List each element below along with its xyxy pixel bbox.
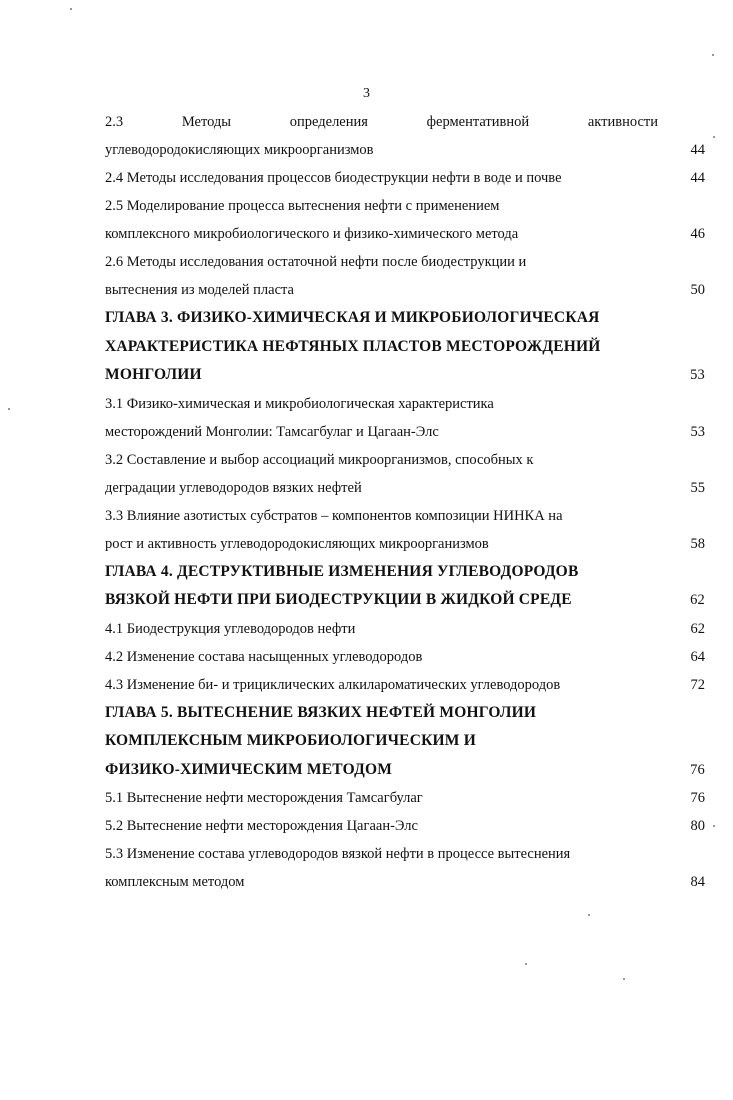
toc-entry-2-5-line1 <box>105 192 705 220</box>
chapter-heading: ГЛАВА 4. ДЕСТРУКТИВНЫЕ ИЗМЕНЕНИЯ УГЛЕВОДОРОДОВ <box>105 562 579 580</box>
toc-page-number: 44 <box>690 170 705 186</box>
toc-word: активности <box>587 114 658 130</box>
chapter-heading: ГЛАВА 3. ФИЗИКО-ХИМИЧЕСКАЯ И МИКРОБИОЛОГИЧЕСКАЯ <box>105 309 600 326</box>
toc-chapter-5-line3 <box>105 756 705 785</box>
scan-speck <box>623 978 625 980</box>
toc-entry-text: комплексным методом <box>105 874 245 890</box>
scan-speck <box>70 8 72 10</box>
toc-word: ферментативной <box>426 114 530 130</box>
toc-page-number: 62 <box>690 620 705 637</box>
toc-entry-2-5-line2 <box>105 220 705 248</box>
chapter-heading: МОНГОЛИИ <box>105 366 202 383</box>
toc-chapter-5-line1 <box>105 699 705 728</box>
toc-entry-text <box>105 108 658 136</box>
scan-speck <box>713 136 715 138</box>
toc-entry-4-2 <box>105 643 705 671</box>
chapter-heading: КОМПЛЕКСНЫМ МИКРОБИОЛОГИЧЕСКИМ И <box>105 732 476 749</box>
toc-page-number: 62 <box>690 592 705 608</box>
toc-word: определения <box>289 114 368 130</box>
page-number: 3 <box>363 86 370 101</box>
toc-entry-5-2 <box>105 812 705 840</box>
toc-page-number: 55 <box>690 479 705 496</box>
toc-entry-text: деградации углеводородов вязких нефтей <box>105 479 362 496</box>
toc-page-number: 64 <box>690 648 705 665</box>
toc-entry-text: 3.3 Влияние азотистых субстратов – компонентов композиции НИНКА на <box>105 507 563 524</box>
toc-entry-text: вытеснения из моделей пласта <box>105 282 294 298</box>
toc-chapter-3-line1 <box>105 304 705 333</box>
toc-chapter-3-line2 <box>105 333 705 362</box>
scan-speck <box>588 914 590 916</box>
toc-page-number: 46 <box>690 226 705 242</box>
toc-page-number: 84 <box>690 874 705 890</box>
toc-page-number: 80 <box>690 818 705 834</box>
toc-page-number: 72 <box>690 676 705 693</box>
toc-page-number: 53 <box>690 367 705 383</box>
toc-word: 2.3 <box>105 114 124 130</box>
toc-chapter-3-line3 <box>105 361 705 390</box>
toc-entry-text: 4.1 Биодеструкция углеводородов нефти <box>105 620 356 637</box>
toc-entry-3-2-line2 <box>105 474 705 502</box>
toc-entry-5-3-line1 <box>105 840 705 868</box>
toc-entry-3-2-line1 <box>105 446 705 474</box>
toc-entry-5-3-line2 <box>105 868 705 896</box>
toc-entry-text: 3.1 Физико-химическая и микробиологическая характеристика <box>105 395 494 412</box>
toc-entry-2-6-line2 <box>105 276 705 304</box>
toc-entry-text: 4.2 Изменение состава насыщенных углеводородов <box>105 648 423 665</box>
chapter-heading: ХАРАКТЕРИСТИКА НЕФТЯНЫХ ПЛАСТОВ МЕСТОРОЖДЕНИЙ <box>105 337 601 355</box>
toc-entry-2-6-line1 <box>105 248 705 276</box>
toc-entry-3-1-line1 <box>105 390 705 418</box>
toc-chapter-4-line2 <box>105 586 705 615</box>
toc-entry-3-3-line2 <box>105 530 705 558</box>
chapter-heading: ФИЗИКО-ХИМИЧЕСКИМ МЕТОДОМ <box>105 760 393 778</box>
toc-chapter-4-line1 <box>105 558 705 587</box>
chapter-heading: ВЯЗКОЙ НЕФТИ ПРИ БИОДЕСТРУКЦИИ В ЖИДКОЙ СРЕДЕ <box>105 591 572 608</box>
toc-entry-text: углеводородокисляющих микроорганизмов <box>105 142 374 158</box>
toc-entry-3-1-line2 <box>105 418 705 446</box>
scan-speck <box>525 963 527 965</box>
toc-entry-3-3-line1 <box>105 502 705 530</box>
toc-word: Методы <box>181 114 232 130</box>
toc-entry-text: 2.4 Методы исследования процессов биодеструкции нефти в воде и почве <box>105 170 562 186</box>
toc-entry-text: 3.2 Составление и выбор ассоциаций микроорганизмов, способных к <box>105 451 534 468</box>
scan-speck <box>8 408 10 410</box>
toc-entry-text: 5.2 Вытеснение нефти месторождения Цагаан-Элс <box>105 818 418 834</box>
toc-entry-2-4 <box>105 164 705 192</box>
toc-page-number: 44 <box>690 142 705 158</box>
toc-page-number: 76 <box>690 761 705 778</box>
toc-entry-text: 4.3 Изменение би- и трициклических алкилароматических углеводородов <box>105 676 561 693</box>
toc-entry-4-3 <box>105 671 705 699</box>
scan-speck <box>713 825 715 827</box>
toc-page-number: 58 <box>690 535 705 552</box>
toc-entry-text: 5.1 Вытеснение нефти месторождения Тамсагбулаг <box>105 790 423 806</box>
toc-page-number: 53 <box>690 423 705 440</box>
toc-entry-text: рост и активность углеводородокисляющих микроорганизмов <box>105 535 489 552</box>
toc-entry-text: комплексного микробиологического и физико-химического метода <box>105 226 519 242</box>
toc-entry-2-3-line2 <box>105 136 705 164</box>
toc-page-number: 50 <box>690 282 705 298</box>
toc-page-number: 76 <box>690 790 705 806</box>
toc-chapter-5-line2 <box>105 727 705 756</box>
toc-entry-text: 2.5 Моделирование процесса вытеснения нефти с применением <box>105 198 500 214</box>
toc-entry-5-1 <box>105 784 705 812</box>
toc-entry-text: 2.6 Методы исследования остаточной нефти после биодеструкции и <box>105 254 527 270</box>
toc-entry-4-1 <box>105 615 705 643</box>
scan-speck <box>712 54 714 56</box>
toc-entry-2-3-line1 <box>105 108 705 136</box>
toc-entry-text: месторождений Монголии: Тамсагбулаг и Цагаан-Элс <box>105 423 439 440</box>
toc-entry-text: 5.3 Изменение состава углеводородов вязкой нефти в процессе вытеснения <box>105 846 571 862</box>
table-of-contents <box>105 108 705 896</box>
chapter-heading: ГЛАВА 5. ВЫТЕСНЕНИЕ ВЯЗКИХ НЕФТЕЙ МОНГОЛИИ <box>105 703 537 721</box>
